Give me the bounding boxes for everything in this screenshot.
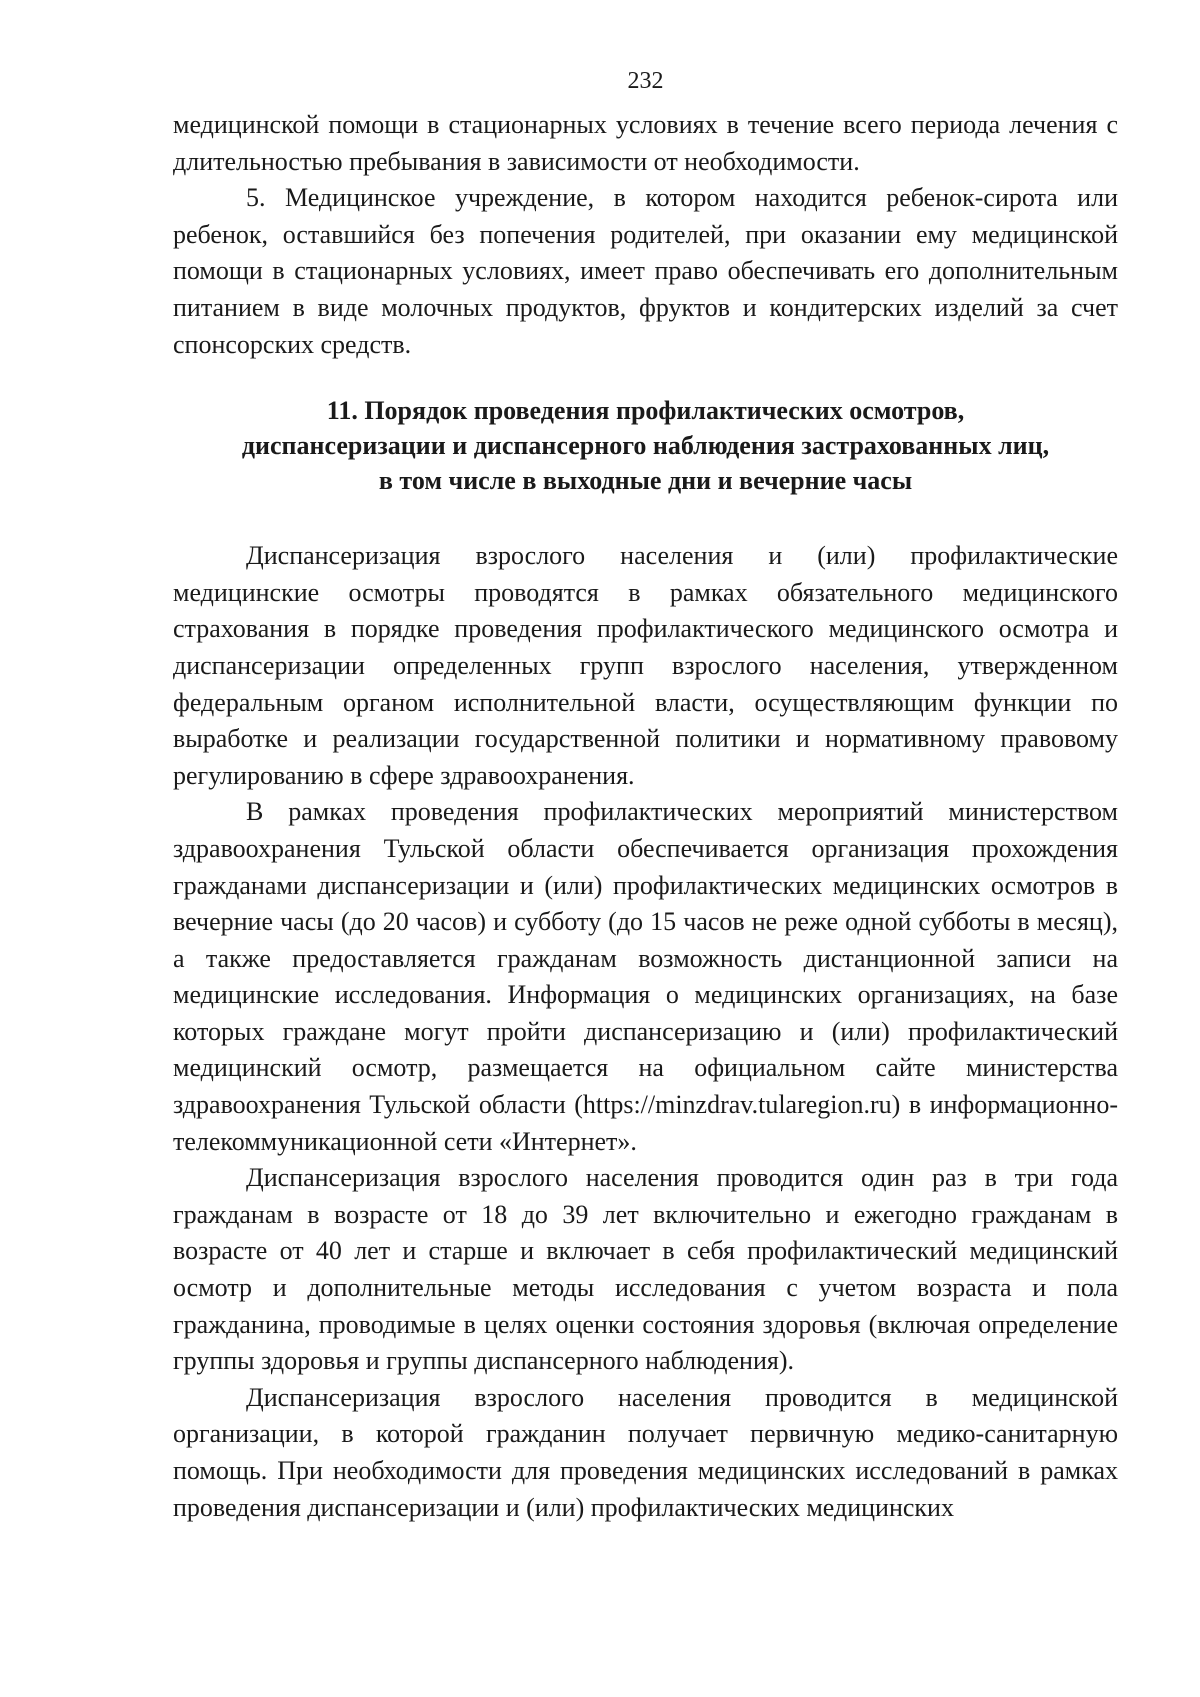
section-heading-line-1: 11. Порядок проведения профилактических осмотров, <box>326 396 965 426</box>
paragraph-continuation: медицинской помощи в стационарных условиях в течение всего периода лечения с длительностью пребывания в зависимости от необходимости. <box>173 110 1118 176</box>
section-heading <box>173 393 1118 498</box>
paragraph-dispensarization-intro: Диспансеризация взрослого населения и (или) профилактические медицинские осмотры проводятся в рамках обязательного медицинского страхования в порядке проведения профилактического медицинского осмотра и диспансеризации определенных групп взрослого населения, утвержденном федеральным органом исполнительной власти, осуществляющим функции по выработке и реализации государственной политики и нормативному правовому регулированию в сфере здравоохранения. <box>173 541 1118 790</box>
page-number: 232 <box>627 68 664 94</box>
paragraph-preventive-measures: В рамках проведения профилактических мероприятий министерством здравоохранения Тульской области обеспечивается организация прохождения гражданами диспансеризации и (или) профилактических медицинских осмотров в вечерние часы (до 20 часов) и субботу (до 15 часов не реже одной субботы в месяц), а также предоставляется гражданам возможность дистанционной записи на медицинские исследования. Информация о медицинских организациях, на базе которых граждане могут пройти диспансеризацию и (или) профилактический медицинский осмотр, размещается на официальном сайте министерства здравоохранения Тульской области (https://minzdrav.tularegion.ru) в информационно-телекоммуникационной сети «Интернет». <box>173 797 1118 1156</box>
document-page <box>173 62 1118 1526</box>
paragraph-frequency: Диспансеризация взрослого населения проводится один раз в три года гражданам в возрасте от 18 до 39 лет включительно и ежегодно гражданам в возрасте от 40 лет и старше и включает в себя профилактический медицинский осмотр и дополнительные методы исследования с учетом возраста и пола гражданина, проводимые в целях оценки состояния здоровья (включая определение группы здоровья и группы диспансерного наблюдения). <box>173 1163 1118 1376</box>
paragraph-item-5: 5. Медицинское учреждение, в котором находится ребенок-сирота или ребенок, оставшийся без попечения родителей, при оказании ему медицинской помощи в стационарных условиях, имеет право обеспечивать его дополнительным питанием в виде молочных продуктов, фруктов и кондитерских изделий за счет спонсорских средств. <box>173 183 1118 359</box>
paragraph-location: Диспансеризация взрослого населения проводится в медицинской организации, в которой гражданин получает первичную медико-санитарную помощь. При необходимости для проведения медицинских исследований в рамках проведения диспансеризации и (или) профилактических медицинских <box>173 1382 1118 1522</box>
section-heading-line-3: в том числе в выходные дни и вечерние часы <box>378 466 913 496</box>
section-heading-line-2: диспансеризации и диспансерного наблюдения застрахованных лиц, <box>241 431 1050 461</box>
